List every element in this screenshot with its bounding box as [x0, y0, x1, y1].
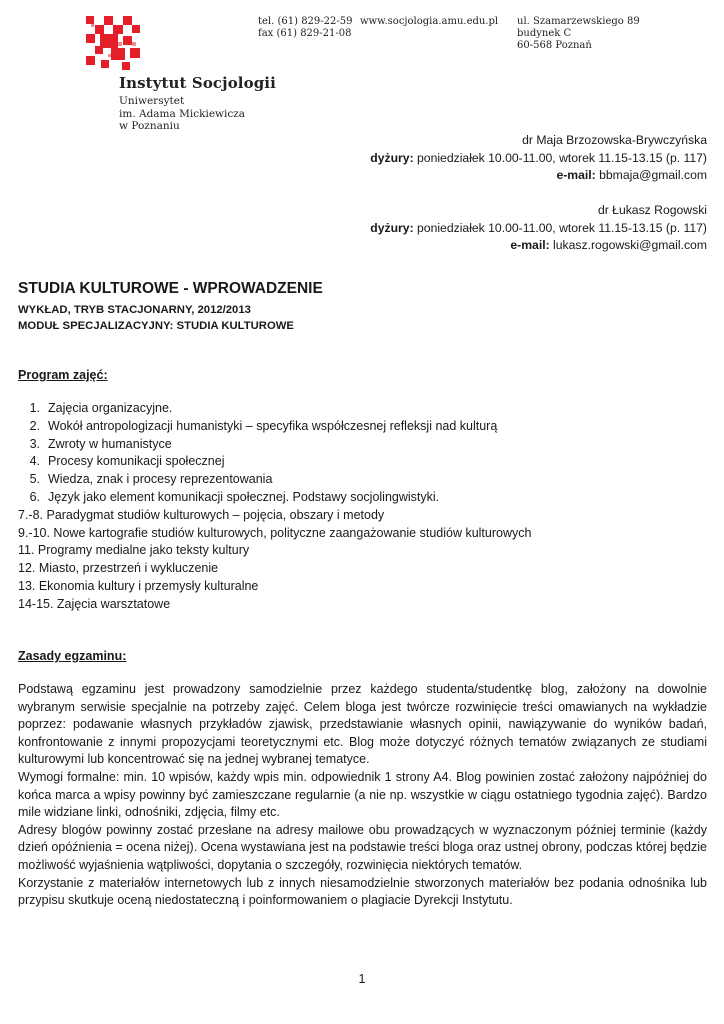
course-mode: WYKŁAD, TRYB STACJONARNY, 2012/2013 [18, 304, 251, 316]
list-item [18, 489, 531, 507]
course-title: STUDIA KULTUROWE - WPROWADZENIE [18, 280, 323, 297]
office-hours-value: poniedziałek 10.00-11.00, wtorek 11.15-13.15 (p. 117) [413, 150, 707, 165]
address-building: budynek C [517, 28, 572, 39]
exam-paragraph: Korzystanie z materiałów internetowych lub z innych niesamodzielnie stworzonych materiałów bez podania odnośnika lub przypisu skutkuje oceną niedostateczną i poinformowaniem o plagiacie Dyrekcji Instytutu. [18, 875, 707, 908]
email-label: e-mail: [510, 238, 550, 252]
program-list [18, 400, 531, 614]
item-text: 12. Miasto, przestrzeń i wykluczenie [18, 561, 219, 576]
item-text: 11. Programy medialne jako teksty kultury [18, 543, 250, 558]
exam-paragraph: Wymogi formalne: min. 10 wpisów, każdy wpis min. odpowiednik 1 strony A4. Blog powinien zostać założony najpóźniej do końca marca a wpisy powinny być zamieszczane regularnie (a nie np. wszystkie w ciągu ostatniego tygodnia zajęć). Bardzo mile widziane linki, odnośniki, zdjęcia, filmy etc. [18, 769, 707, 820]
item-number: 4. [29, 454, 40, 469]
office-hours [370, 220, 707, 238]
university-line: Uniwersytet [119, 95, 185, 107]
phone-number: tel. (61) 829-22-59 [258, 16, 353, 27]
email-address[interactable]: lukasz.rogowski@gmail.com [549, 238, 707, 252]
item-text: Zwroty w humanistyce [48, 436, 172, 451]
institute-logo [86, 16, 144, 72]
email-line [370, 237, 707, 255]
list-item [18, 418, 531, 436]
item-number: 2. [29, 418, 40, 433]
list-item [18, 507, 531, 525]
item-text: Wokół antropologizacji humanistyki – specyfika współczesnej refleksji nad kulturą [48, 418, 498, 433]
list-item [18, 525, 531, 543]
program-heading: Program zajęć: [18, 368, 108, 382]
exam-paragraph: Podstawą egzaminu jest prowadzony samodzielnie przez każdego studenta/studentkę blog, założony na dowolnie wybranym serwisie specjalnie na potrzeby zajęć. Celem bloga jest twórcze rozwinięcie treści omawianych na wykładzie poprzez: podawanie własnych przykładów zjawisk, przedstawianie własnych opinii, nawiązywanie do wyników badań, konfrontowanie z innymi propozycjami teoretycznymi etc. Blog może dotyczyć różnych tematów związanych ze studiami kulturowymi lub koncentrować się na jednej wybranej tematyce. [18, 682, 707, 767]
lecturer-contacts [370, 132, 707, 255]
fax-number: fax (61) 829-21-08 [258, 28, 352, 39]
item-text: Zajęcia organizacyjne. [48, 401, 173, 415]
exam-heading: Zasady egzaminu: [18, 649, 127, 663]
email-address[interactable]: bbmaja@gmail.com [595, 168, 707, 182]
office-hours-value: poniedziałek 10.00-11.00, wtorek 11.15-13.15 (p. 117) [413, 220, 707, 235]
office-hours [370, 150, 707, 168]
exam-paragraph: Adresy blogów powinny zostać przesłane na adresy mailowe obu prowadzących w wyznaczonym później terminie (każdy dzień opóźnienia = ocena niżej). Ocena wystawiana jest na podstawie treści bloga oraz ustnej obrony, podczas której będzie możliwość wyjaśnienia wątpliwości, dopytania o szczegóły, rozwinięcia niektórych tematów. [18, 822, 707, 872]
item-text: 14-15. Zajęcia warsztatowe [18, 596, 171, 611]
list-item [18, 453, 531, 471]
website-link[interactable]: www.socjologia.amu.edu.pl [360, 16, 499, 27]
list-item [18, 578, 531, 596]
item-text: 7.-8. Paradygmat studiów kulturowych – pojęcia, obszary i metody [18, 507, 385, 522]
list-item [18, 471, 531, 489]
item-number: 3. [29, 436, 40, 451]
logo-mark-icon [86, 16, 144, 72]
email-line [370, 167, 707, 185]
institute-name: Instytut Socjologii [119, 74, 276, 92]
list-item [18, 542, 531, 560]
exam-rules [18, 681, 707, 910]
office-hours-label: dyżury: [370, 220, 414, 235]
lecturer-name: dr Maja Brzozowska-Brywczyńska [522, 133, 707, 147]
list-item [18, 560, 531, 578]
course-module: MODUŁ SPECJALIZACYJNY: STUDIA KULTUROWE [18, 320, 294, 332]
item-text: 13. Ekonomia kultury i przemysły kulturalne [18, 578, 259, 593]
item-number: 6. [29, 489, 40, 504]
list-item [18, 436, 531, 454]
list-item [18, 400, 531, 418]
address-city: 60-568 Poznań [517, 40, 592, 51]
header-phone-block [258, 16, 353, 40]
page-number: 1 [358, 972, 366, 986]
email-label: e-mail: [556, 168, 596, 182]
address-street: ul. Szamarzewskiego 89 [517, 16, 640, 27]
university-line: im. Adama Mickiewicza [119, 107, 246, 120]
header-address-block [517, 16, 640, 52]
item-text: Język jako element komunikacji społecznej. Podstawy socjolingwistyki. [48, 489, 440, 504]
item-number: 5. [29, 472, 40, 487]
item-text: Wiedza, znak i procesy reprezentowania [48, 472, 273, 487]
item-text: Procesy komunikacji społecznej [48, 454, 225, 469]
university-name [119, 95, 245, 133]
header-website-block [360, 16, 498, 28]
item-text: 9.-10. Nowe kartografie studiów kulturowych, polityczne zaangażowanie studiów kulturowych [18, 525, 532, 540]
university-line: w Poznaniu [119, 120, 180, 132]
item-number: 1. [29, 401, 40, 415]
course-subtitle [18, 302, 294, 334]
list-item [18, 596, 531, 614]
office-hours-label: dyżury: [370, 150, 414, 165]
lecturer-name: dr Łukasz Rogowski [597, 203, 707, 217]
